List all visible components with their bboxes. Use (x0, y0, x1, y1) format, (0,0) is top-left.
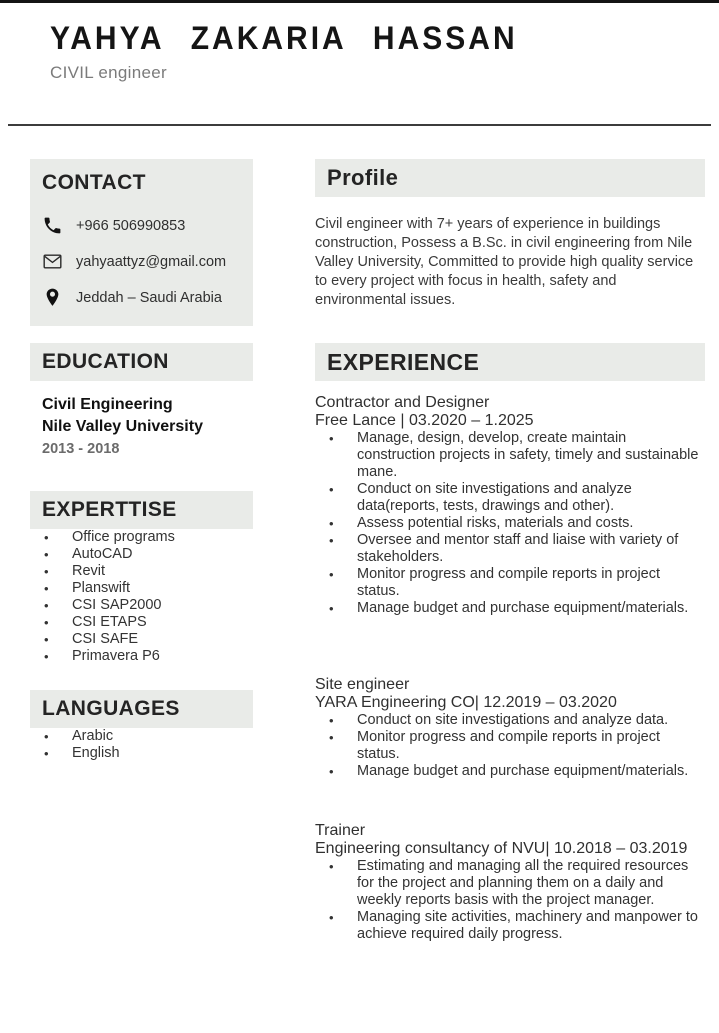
location-icon (42, 287, 63, 308)
experience-section (315, 343, 705, 943)
languages-section (30, 690, 253, 762)
languages-list (30, 728, 253, 762)
job-bullet: • Manage budget and purchase equipment/materials. (315, 600, 705, 617)
language-item: • English (30, 745, 253, 762)
education-years: 2013 - 2018 (42, 441, 120, 457)
job-role: Site engineer (315, 676, 410, 693)
skill-item: • AutoCAD (30, 546, 253, 563)
phone-icon (42, 215, 63, 236)
contact-section-title: CONTACT (42, 171, 146, 194)
job-bullet: • Conduct on site investigations and analyze data. (315, 712, 705, 729)
experience-section-title: EXPERIENCE (327, 348, 480, 375)
language-item: • Arabic (30, 728, 253, 745)
main-column (315, 159, 705, 943)
job-heading (315, 676, 705, 712)
email-address: yahyaattyz@gmail.com (76, 253, 227, 270)
location-text: Jeddah – Saudi Arabia (76, 289, 222, 306)
contact-item-email (42, 251, 243, 272)
expertise-section (30, 491, 253, 665)
job-heading (315, 822, 705, 858)
profile-section (315, 159, 705, 310)
contact-items (42, 215, 243, 308)
job-bullet: • Manage, design, develop, create maintain construction projects in safety, timely and sustainable mane. (315, 430, 705, 481)
job-role: Trainer (315, 822, 366, 839)
education-degree: Civil Engineering (42, 396, 173, 413)
contact-item-phone (42, 215, 243, 236)
skill-item: • Planswift (30, 580, 253, 597)
job-bullet-list (315, 858, 705, 943)
experience-header-strip (315, 343, 705, 381)
education-body (30, 394, 253, 457)
job-bullet: • Managing site activities, machinery and manpower to achieve required daily progress. (315, 909, 705, 943)
contact-item-location (42, 287, 243, 308)
job-bullet: • Monitor progress and compile reports in project status. (315, 566, 705, 600)
job-bullet: • Estimating and managing all the required resources for the project and planning them on a daily and weekly reports basis with the project manager. (315, 858, 705, 909)
email-icon (42, 251, 63, 272)
job-bullet: • Oversee and mentor staff and liaise with variety of stakeholders. (315, 532, 705, 566)
job-entry (315, 676, 705, 780)
skill-item: • Office programs (30, 529, 253, 546)
job-bullet: • Manage budget and purchase equipment/materials. (315, 763, 705, 780)
sidebar (30, 159, 253, 943)
expertise-section-title: EXPERTTISE (42, 498, 177, 521)
education-school: Nile Valley University (42, 418, 203, 435)
skill-item: • CSI SAFE (30, 631, 253, 648)
header (0, 3, 719, 83)
skill-item: • Revit (30, 563, 253, 580)
person-title: CIVIL engineer (50, 63, 167, 82)
job-bullet: • Assess potential risks, materials and costs. (315, 515, 705, 532)
job-company-dates: Engineering consultancy of NVU| 10.2018 – 03.2019 (315, 840, 688, 857)
skill-item: • Primavera P6 (30, 648, 253, 665)
job-bullet-list (315, 430, 705, 617)
profile-section-title: Profile (327, 165, 399, 190)
skills-list (30, 529, 253, 665)
languages-header-strip (30, 690, 253, 728)
profile-text: Civil engineer with 7+ years of experience in buildings construction, Possess a B.Sc. in civil engineering from Nile Valley University, Committed to provide high quality service to every project with focus in health, safety and environmental issues. (315, 216, 694, 308)
content-columns (0, 159, 719, 943)
phone-number: +966 506990853 (76, 217, 186, 234)
job-company-dates: YARA Engineering CO| 12.2019 – 03.2020 (315, 694, 617, 711)
expertise-header-strip (30, 491, 253, 529)
job-role: Contractor and Designer (315, 394, 490, 411)
job-bullet: • Conduct on site investigations and analyze data(reports, tests, drawings and other). (315, 481, 705, 515)
job-entry (315, 394, 705, 617)
job-bullet: • Monitor progress and compile reports in project status. (315, 729, 705, 763)
skill-item: • CSI ETAPS (30, 614, 253, 631)
job-entry (315, 822, 705, 943)
education-section-title: EDUCATION (42, 350, 169, 373)
profile-header-strip (315, 159, 705, 197)
languages-section-title: LANGUAGES (42, 697, 180, 720)
person-name: YAHYA ZAKARIA HASSAN (50, 21, 518, 57)
job-heading (315, 394, 705, 430)
education-section (30, 343, 253, 457)
header-divider (8, 124, 711, 126)
skill-item: • CSI SAP2000 (30, 597, 253, 614)
contact-section (30, 159, 253, 326)
job-company-dates: Free Lance | 03.2020 – 1.2025 (315, 412, 534, 429)
education-header-strip (30, 343, 253, 381)
job-bullet-list (315, 712, 705, 780)
